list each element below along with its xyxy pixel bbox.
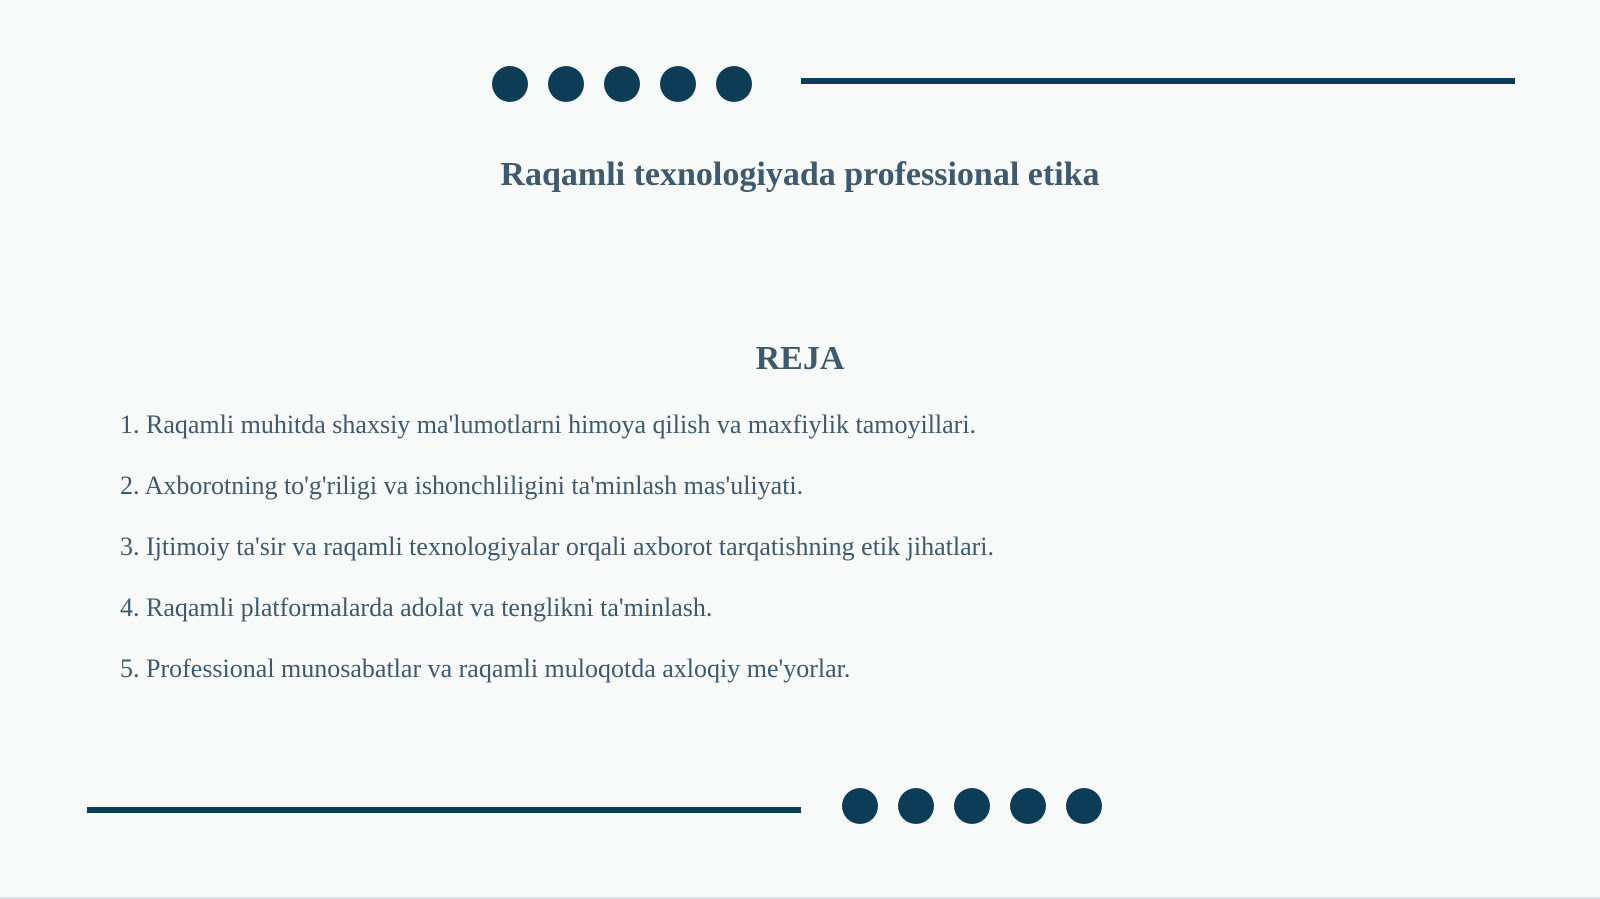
dot-decoration: [1066, 788, 1102, 824]
bottom-rule-divider: [87, 807, 801, 813]
dot-decoration: [660, 66, 696, 102]
dot-decoration: [954, 788, 990, 824]
plan-item: 1. Raqamli muhitda shaxsiy ma'lumotlarni himoya qilish va maxfiylik tamoyillari.: [120, 410, 977, 439]
plan-item: 4. Raqamli platformalarda adolat va tenglikni ta'minlash.: [120, 593, 713, 622]
dot-decoration: [898, 788, 934, 824]
top-dots-decoration: [492, 66, 752, 102]
dot-decoration: [604, 66, 640, 102]
bottom-dots-decoration: [842, 788, 1102, 824]
slide-title: Raqamli texnologiyada professional etika: [500, 156, 1100, 193]
top-rule-divider: [801, 78, 1515, 84]
dot-decoration: [842, 788, 878, 824]
plan-item: 2. Axborotning to'g'riligi va ishonchliligini ta'minlash mas'uliyati.: [120, 471, 804, 500]
plan-heading: REJA: [755, 340, 845, 377]
dot-decoration: [492, 66, 528, 102]
plan-item: 3. Ijtimoiy ta'sir va raqamli texnologiyalar orqali axborot tarqatishning etik jihatlari.: [120, 532, 995, 561]
dot-decoration: [1010, 788, 1046, 824]
plan-item: 5. Professional munosabatlar va raqamli muloqotda axloqiy me'yorlar.: [120, 654, 851, 683]
dot-decoration: [716, 66, 752, 102]
plan-list: [120, 410, 994, 715]
dot-decoration: [548, 66, 584, 102]
